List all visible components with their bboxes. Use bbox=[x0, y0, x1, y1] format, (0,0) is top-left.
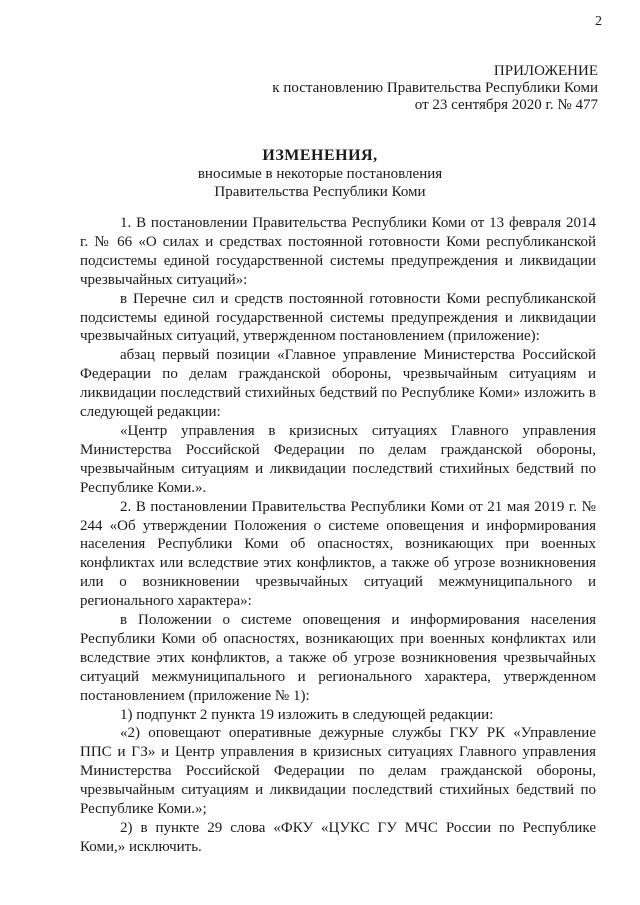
heading-title: ИЗМЕНЕНИЯ, bbox=[262, 147, 378, 164]
appendix-line-1: к постановлению Правительства Республики Коми bbox=[272, 80, 598, 96]
paragraph: в Положении о системе оповещения и информирования населения Республики Коми об опасностях, возникающих при военных конфликтах или вследствие этих конфликтов, а также об угрозе возникновения чрезвычайных ситуаций межмуниципального и регионального характера, утвержденном постановлением (приложение № 1): bbox=[80, 612, 596, 704]
appendix-block bbox=[272, 63, 598, 114]
paragraph: абзац первый позиции «Главное управление Министерства Российской Федерации по делам гражданской обороны, чрезвычайным ситуациям и ликвидации последствий стихийных бедствий по Республике Коми» изложить в следующей редакции: bbox=[80, 347, 596, 421]
paragraph: 1. В постановлении Правительства Республики Коми от 13 февраля 2014 г. № 66 «О силах и средствах постоянной готовности Коми республиканской подсистемы единой государственной системы предупреждения и ликвидации чрезвычайных ситуаций»: bbox=[80, 215, 596, 288]
paragraph: 2. В постановлении Правительства Республики Коми от 21 мая 2019 г. № 244 «Об утверждении Положения о системе оповещения и информирования населения Республики Коми об опасностях, возникающих при военных конфликтах или вследствие этих конфликтов, а также об угрозе возникновения или о возникновении чрезвычайных ситуаций межмуниципального и регионального характера»: bbox=[80, 498, 596, 610]
page-number: 2 bbox=[595, 14, 602, 29]
paragraph: 1) подпункт 2 пункта 19 изложить в следующей редакции: bbox=[120, 706, 494, 723]
heading-subtitle-1: вносимые в некоторые постановления bbox=[197, 166, 443, 182]
document-body bbox=[80, 214, 596, 857]
appendix-title: ПРИЛОЖЕНИЕ bbox=[493, 63, 598, 79]
heading-subtitle-2: Правительства Республики Коми bbox=[214, 184, 426, 200]
appendix-line-2: от 23 сентября 2020 г. № 477 bbox=[414, 97, 598, 113]
paragraph: «Центр управления в кризисных ситуациях Главного управления Министерства Российской Федерации по делам гражданской обороны, чрезвычайным ситуациям и ликвидации последствий стихийных бедствий по Республике Коми.». bbox=[80, 422, 596, 496]
paragraph: «2) оповещают оперативные дежурные службы ГКУ РК «Управление ППС и ГЗ» и Центр управления в кризисных ситуациях Главного управления Министерства Российской Федерации по делам гражданской обороны, чрезвычайным ситуациям и ликвидации последствий стихийных бедствий по Республике Коми.»; bbox=[80, 725, 596, 818]
paragraph: 2) в пункте 29 слова «ФКУ «ЦУКС ГУ МЧС России по Республике Коми,» исключить. bbox=[80, 820, 596, 855]
document-heading bbox=[0, 147, 640, 201]
paragraph: в Перечне сил и средств постоянной готовности Коми республиканской подсистемы единой государственной системы предупреждения и ликвидации чрезвычайных ситуаций, утвержденном постановлением (приложение): bbox=[80, 290, 596, 345]
